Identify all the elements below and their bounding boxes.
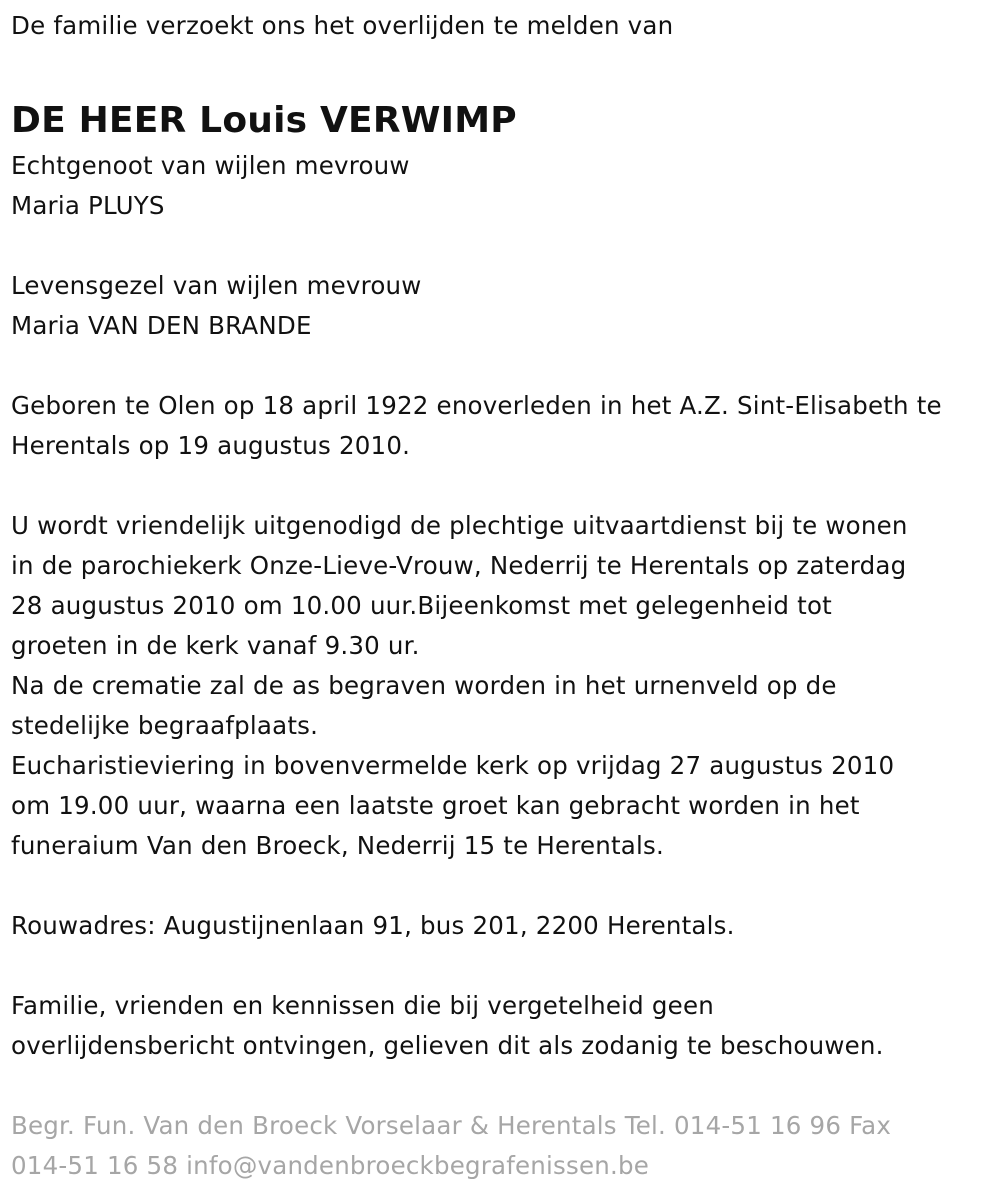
notice-line: overlijdensbericht ontvingen, gelieven dit als zodanig te beschouwen.	[11, 1031, 884, 1060]
spacer	[11, 1066, 993, 1106]
service-line: U wordt vriendelijk uitgenodigd de plechtige uitvaartdienst bij te wonen	[11, 511, 908, 540]
service-line: in de parochiekerk Onze-Lieve-Vrouw, Nederrij te Herentals op zaterdag	[11, 551, 907, 580]
funeral-home-footer: 014-51 16 58 info@vandenbroeckbegrafenissen.be	[11, 1151, 649, 1180]
spacer	[11, 866, 993, 906]
service-line: om 19.00 uur, waarna een laatste groet kan gebracht worden in het	[11, 791, 860, 820]
mourning-address: Rouwadres: Augustijnenlaan 91, bus 201, 2200 Herentals.	[11, 911, 735, 940]
deceased-name: DE HEER Louis VERWIMP	[11, 100, 517, 141]
service-line: stedelijke begraafplaats.	[11, 711, 319, 740]
spacer	[11, 226, 993, 266]
spacer	[11, 346, 993, 386]
service-line: Eucharistieviering in bovenvermelde kerk op vrijdag 27 augustus 2010	[11, 751, 895, 780]
spacer	[11, 946, 993, 986]
partner-label: Levensgezel van wijlen mevrouw	[11, 271, 422, 300]
partner-name: Maria VAN DEN BRANDE	[11, 311, 312, 340]
service-line: 28 augustus 2010 om 10.00 uur.Bijeenkomst met gelegenheid tot	[11, 591, 832, 620]
notice-line: Familie, vrienden en kennissen die bij vergetelheid geen	[11, 991, 714, 1020]
spacer	[11, 466, 993, 506]
obituary-notice	[11, 6, 993, 1186]
service-line: groeten in de kerk vanaf 9.30 ur.	[11, 631, 420, 660]
birth-death-line: Geboren te Olen op 18 april 1922 enoverleden in het A.Z. Sint-Elisabeth te	[11, 391, 942, 420]
spouse-label: Echtgenoot van wijlen mevrouw	[11, 151, 410, 180]
service-line: Na de crematie zal de as begraven worden in het urnenveld op de	[11, 671, 837, 700]
service-line: funeraium Van den Broeck, Nederrij 15 te Herentals.	[11, 831, 664, 860]
birth-death-line: Herentals op 19 augustus 2010.	[11, 431, 411, 460]
intro-text: De familie verzoekt ons het overlijden te melden van	[11, 11, 674, 40]
spouse-name: Maria PLUYS	[11, 191, 165, 220]
funeral-home-footer: Begr. Fun. Van den Broeck Vorselaar & Herentals Tel. 014-51 16 96 Fax	[11, 1111, 892, 1140]
